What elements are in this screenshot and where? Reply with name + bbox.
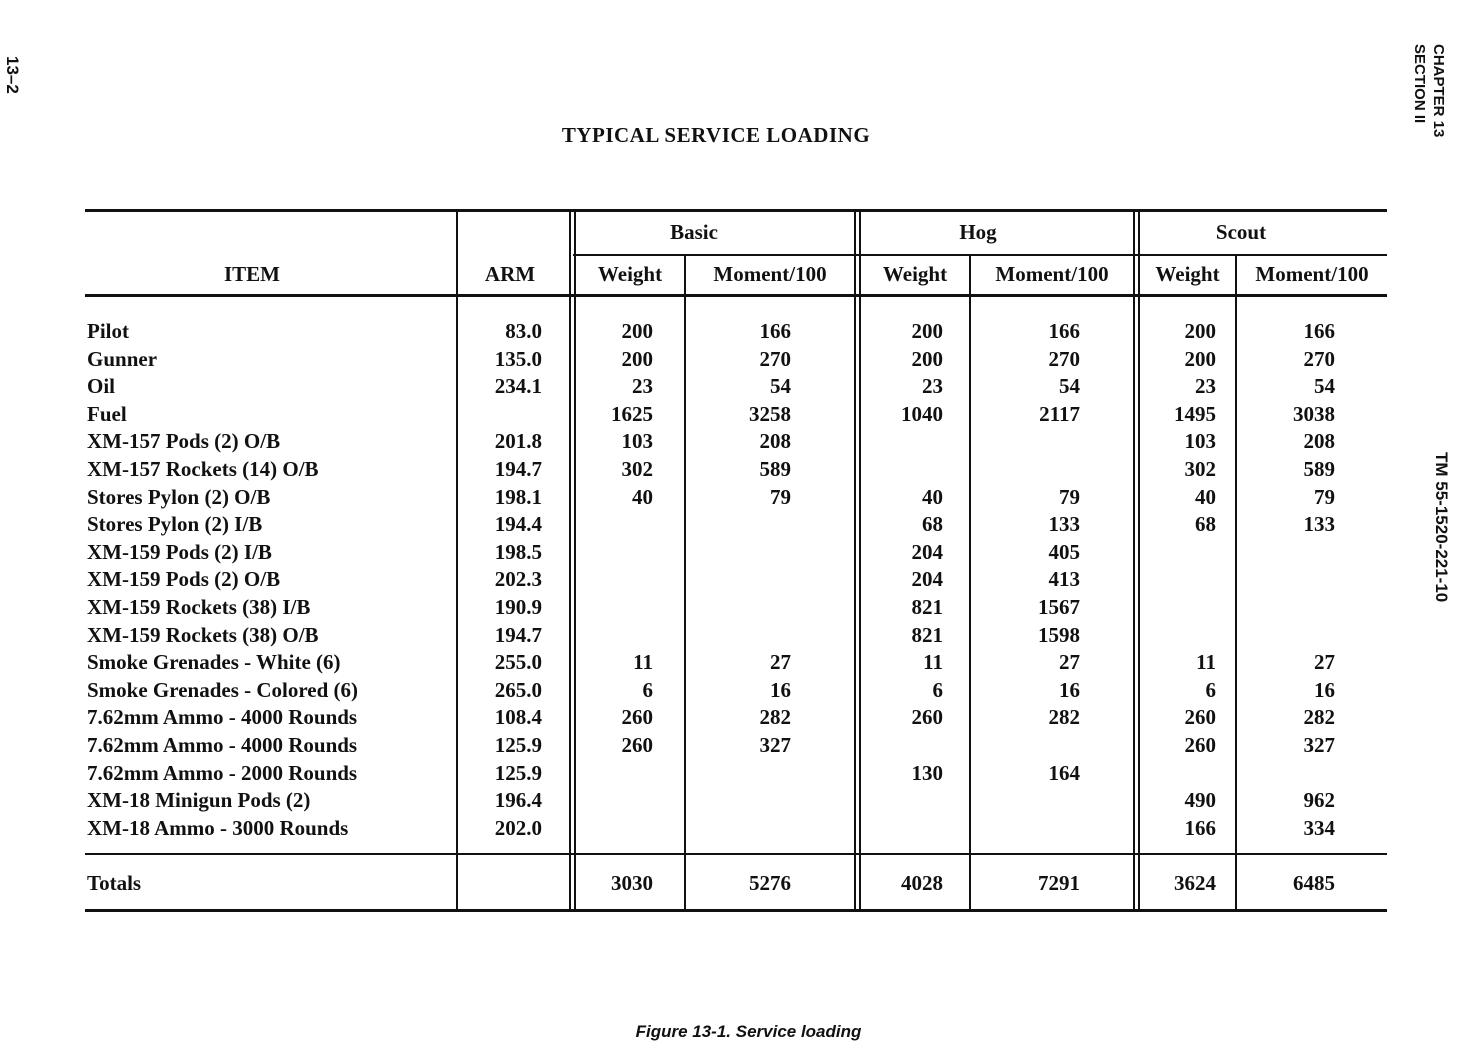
row-item: 7.62mm Ammo - 4000 Rounds bbox=[87, 705, 358, 730]
column-header-basic-weight: Weight bbox=[597, 262, 663, 286]
table-row bbox=[0, 511, 1400, 539]
table-top-rule bbox=[85, 209, 1387, 212]
group-header-hog: Hog bbox=[959, 220, 997, 244]
totals-hog-weight: 4028 bbox=[901, 871, 943, 895]
row-basic-weight: 200 bbox=[621, 346, 653, 371]
totals-scout-moment: 6485 bbox=[1293, 871, 1335, 895]
row-basic-moment: 166 bbox=[759, 319, 791, 343]
row-arm: 190.9 bbox=[494, 594, 542, 619]
row-item: XM-157 Rockets (14) O/B bbox=[87, 456, 319, 481]
row-hog-weight: 200 bbox=[911, 346, 943, 371]
row-hog-moment: 2117 bbox=[1039, 401, 1080, 426]
row-arm: 125.9 bbox=[494, 760, 542, 785]
table-row bbox=[0, 732, 1400, 760]
row-basic-moment: 589 bbox=[759, 456, 791, 481]
row-scout-moment: 282 bbox=[1303, 705, 1335, 730]
table-row bbox=[0, 815, 1400, 843]
row-hog-moment: 164 bbox=[1048, 760, 1080, 785]
row-hog-moment: 270 bbox=[1048, 346, 1080, 371]
table-row bbox=[0, 318, 1400, 346]
row-hog-moment: 413 bbox=[1048, 567, 1080, 592]
column-header-arm: ARM bbox=[484, 262, 536, 286]
row-hog-weight: 821 bbox=[911, 594, 943, 619]
row-hog-moment: 166 bbox=[1048, 319, 1080, 343]
totals-top-rule bbox=[85, 853, 1387, 855]
figure-caption: Figure 13-1. Service loading bbox=[635, 1022, 862, 1041]
totals-basic-weight: 3030 bbox=[611, 871, 653, 895]
row-item: XM-159 Pods (2) O/B bbox=[87, 567, 281, 592]
row-arm: 234.1 bbox=[494, 374, 542, 399]
row-scout-moment: 133 bbox=[1303, 512, 1335, 537]
row-item: Stores Pylon (2) O/B bbox=[87, 484, 271, 509]
column-header-scout-moment: Moment/100 bbox=[1255, 262, 1369, 286]
row-item: XM-18 Minigun Pods (2) bbox=[87, 788, 311, 813]
table-row bbox=[0, 539, 1400, 567]
row-hog-moment: 1598 bbox=[1038, 622, 1080, 647]
row-basic-moment: 16 bbox=[770, 677, 791, 702]
row-arm: 125.9 bbox=[494, 732, 542, 757]
totals-label: Totals bbox=[87, 871, 142, 895]
row-hog-weight: 130 bbox=[911, 760, 943, 785]
row-scout-moment: 27 bbox=[1314, 650, 1335, 675]
table-bottom-rule bbox=[85, 909, 1387, 912]
table-row bbox=[0, 787, 1400, 815]
row-arm: 202.0 bbox=[494, 815, 542, 840]
row-basic-weight: 302 bbox=[621, 456, 653, 481]
row-scout-weight: 23 bbox=[1195, 374, 1216, 399]
row-hog-weight: 821 bbox=[911, 622, 943, 647]
row-basic-moment: 27 bbox=[770, 650, 791, 675]
row-arm: 255.0 bbox=[494, 650, 542, 675]
row-scout-moment: 16 bbox=[1314, 677, 1335, 702]
row-basic-weight: 103 bbox=[621, 429, 653, 454]
section-label: SECTION II bbox=[1411, 44, 1428, 124]
row-basic-moment: 208 bbox=[759, 429, 791, 454]
row-scout-moment: 3038 bbox=[1293, 401, 1335, 426]
row-scout-moment: 270 bbox=[1303, 346, 1335, 371]
header-bottom-rule bbox=[85, 294, 1387, 297]
row-item: Fuel bbox=[87, 401, 127, 426]
row-scout-weight: 103 bbox=[1184, 429, 1216, 454]
row-hog-weight: 1040 bbox=[901, 401, 943, 426]
row-item: XM-159 Rockets (38) I/B bbox=[87, 594, 311, 619]
row-scout-moment: 166 bbox=[1303, 319, 1335, 343]
totals-scout-weight: 3624 bbox=[1174, 871, 1216, 895]
row-basic-weight: 23 bbox=[632, 374, 653, 399]
row-scout-weight: 11 bbox=[1196, 650, 1216, 675]
row-hog-weight: 23 bbox=[922, 374, 943, 399]
table-row bbox=[0, 346, 1400, 374]
row-basic-moment: 282 bbox=[759, 705, 791, 730]
row-hog-moment: 27 bbox=[1059, 650, 1080, 675]
table-row bbox=[0, 456, 1400, 484]
table-row bbox=[0, 622, 1400, 650]
table-row bbox=[0, 373, 1400, 401]
table-row bbox=[0, 649, 1400, 677]
row-scout-moment: 589 bbox=[1303, 456, 1335, 481]
totals-basic-moment: 5276 bbox=[749, 871, 791, 895]
page-title: TYPICAL SERVICE LOADING bbox=[561, 123, 871, 147]
row-basic-moment: 270 bbox=[759, 346, 791, 371]
row-item: Stores Pylon (2) I/B bbox=[87, 512, 263, 537]
row-hog-weight: 68 bbox=[922, 512, 943, 537]
row-scout-weight: 200 bbox=[1184, 346, 1216, 371]
row-item: 7.62mm Ammo - 2000 Rounds bbox=[87, 760, 358, 785]
row-scout-moment: 208 bbox=[1303, 429, 1335, 454]
row-item: XM-157 Pods (2) O/B bbox=[87, 429, 281, 454]
row-scout-moment: 334 bbox=[1303, 815, 1335, 840]
row-item: Smoke Grenades - Colored (6) bbox=[87, 677, 359, 702]
row-scout-moment: 962 bbox=[1303, 788, 1335, 813]
table-row bbox=[0, 677, 1400, 705]
row-arm: 202.3 bbox=[494, 567, 542, 592]
row-item: Oil bbox=[87, 374, 116, 399]
row-item: Smoke Grenades - White (6) bbox=[87, 650, 341, 675]
column-header-hog-weight: Weight bbox=[882, 262, 948, 286]
row-basic-weight: 40 bbox=[632, 484, 653, 509]
row-basic-weight: 260 bbox=[621, 705, 653, 730]
column-header-hog-moment: Moment/100 bbox=[995, 262, 1109, 286]
row-scout-weight: 302 bbox=[1184, 456, 1216, 481]
row-scout-weight: 6 bbox=[1205, 677, 1216, 702]
row-arm: 196.4 bbox=[494, 788, 542, 813]
row-hog-moment: 54 bbox=[1059, 374, 1080, 399]
row-scout-weight: 68 bbox=[1195, 512, 1216, 537]
table-row bbox=[0, 566, 1400, 594]
table-row bbox=[0, 594, 1400, 622]
row-basic-moment: 327 bbox=[759, 732, 791, 757]
row-arm: 135.0 bbox=[494, 346, 542, 371]
table-row bbox=[0, 401, 1400, 429]
row-basic-weight: 1625 bbox=[611, 401, 653, 426]
group-header-rule bbox=[573, 254, 1387, 256]
row-hog-weight: 200 bbox=[911, 319, 943, 343]
row-scout-moment: 54 bbox=[1314, 374, 1335, 399]
row-scout-weight: 260 bbox=[1184, 732, 1216, 757]
row-basic-weight: 11 bbox=[633, 650, 653, 675]
tm-number: TM 55-1520-221-10 bbox=[1432, 452, 1451, 603]
row-basic-moment: 79 bbox=[770, 484, 791, 509]
row-hog-weight: 11 bbox=[923, 650, 943, 675]
column-header-scout-weight: Weight bbox=[1155, 262, 1220, 286]
row-basic-weight: 260 bbox=[621, 732, 653, 757]
row-arm: 265.0 bbox=[494, 677, 542, 702]
row-scout-weight: 40 bbox=[1195, 484, 1216, 509]
row-scout-weight: 490 bbox=[1184, 788, 1216, 813]
group-header-scout: Scout bbox=[1215, 220, 1267, 244]
row-arm: 201.8 bbox=[494, 429, 542, 454]
row-item: XM-159 Pods (2) I/B bbox=[87, 539, 272, 564]
row-basic-weight: 200 bbox=[621, 319, 653, 343]
row-hog-moment: 79 bbox=[1059, 484, 1080, 509]
row-item: XM-159 Rockets (38) O/B bbox=[87, 622, 319, 647]
row-arm: 194.7 bbox=[494, 456, 542, 481]
row-arm: 198.1 bbox=[494, 484, 542, 509]
table-body bbox=[0, 318, 1400, 842]
table-row bbox=[0, 704, 1400, 732]
page-number: 13–2 bbox=[3, 56, 22, 94]
row-hog-moment: 1567 bbox=[1038, 594, 1080, 619]
table-row bbox=[0, 484, 1400, 512]
row-scout-weight: 200 bbox=[1184, 319, 1216, 343]
chapter-label: CHAPTER 13 bbox=[1430, 44, 1447, 138]
row-hog-moment: 16 bbox=[1059, 677, 1080, 702]
row-item: Pilot bbox=[87, 319, 129, 343]
row-arm: 83.0 bbox=[505, 319, 542, 343]
row-item: 7.62mm Ammo - 4000 Rounds bbox=[87, 732, 358, 757]
row-scout-weight: 1495 bbox=[1174, 401, 1216, 426]
totals-row bbox=[0, 868, 1400, 898]
table-row bbox=[0, 428, 1400, 456]
row-scout-moment: 327 bbox=[1303, 732, 1335, 757]
column-header-item: ITEM bbox=[223, 262, 280, 286]
row-arm: 198.5 bbox=[494, 539, 542, 564]
row-hog-weight: 40 bbox=[922, 484, 943, 509]
row-scout-weight: 166 bbox=[1184, 815, 1216, 840]
row-basic-weight: 6 bbox=[642, 677, 653, 702]
row-arm: 108.4 bbox=[494, 705, 542, 730]
totals-hog-moment: 7291 bbox=[1038, 871, 1080, 895]
group-header-basic: Basic bbox=[670, 220, 718, 244]
row-hog-weight: 6 bbox=[932, 677, 943, 702]
column-header-basic-moment: Moment/100 bbox=[713, 262, 827, 286]
row-scout-moment: 79 bbox=[1314, 484, 1335, 509]
row-hog-moment: 282 bbox=[1048, 705, 1080, 730]
row-basic-moment: 3258 bbox=[749, 401, 791, 426]
row-hog-moment: 405 bbox=[1048, 539, 1080, 564]
row-scout-weight: 260 bbox=[1184, 705, 1216, 730]
row-hog-weight: 204 bbox=[911, 539, 943, 564]
row-item: XM-18 Ammo - 3000 Rounds bbox=[87, 815, 349, 840]
row-hog-weight: 260 bbox=[911, 705, 943, 730]
row-hog-weight: 204 bbox=[911, 567, 943, 592]
table-row bbox=[0, 760, 1400, 788]
row-basic-moment: 54 bbox=[770, 374, 791, 399]
row-arm: 194.7 bbox=[494, 622, 542, 647]
row-hog-moment: 133 bbox=[1048, 512, 1080, 537]
row-item: Gunner bbox=[87, 346, 158, 371]
row-arm: 194.4 bbox=[494, 512, 542, 537]
